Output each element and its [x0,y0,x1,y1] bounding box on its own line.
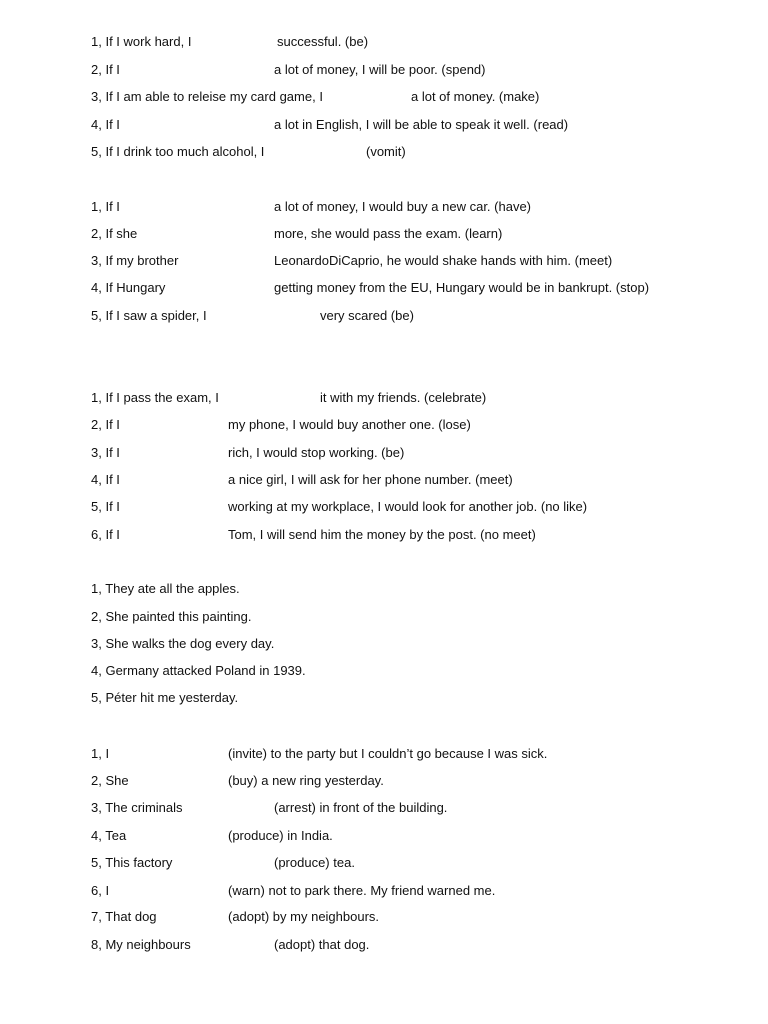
sentence: 1, They ate all the apples. [91,581,240,596]
exercise-line [0,936,768,954]
exercise-line [0,61,768,79]
exercise-line [0,88,768,106]
sentence-end: (invite) to the party but I couldn’t go because I was sick. [228,746,548,761]
sentence-start: 3, If I am able to releise my card game, I [91,89,323,104]
sentence-start: 2, If I [91,417,120,432]
sentence: 3, She walks the dog every day. [91,636,275,651]
sentence-end: it with my friends. (celebrate) [320,390,487,405]
sentence-start: 8, My neighbours [91,937,191,952]
sentence-end: a lot of money. (make) [411,89,540,104]
exercise-line [0,608,768,626]
exercise-line [0,143,768,161]
sentence-end: successful. (be) [277,34,369,49]
sentence-start: 4, If I [91,117,120,132]
sentence: 4, Germany attacked Poland in 1939. [91,663,306,678]
sentence-start: 1, I [91,746,110,761]
sentence-start: 1, If I work hard, I [91,34,192,49]
exercise-line [0,279,768,297]
exercise-line [0,772,768,790]
sentence-start: 1, If I [91,199,120,214]
sentence-end: (arrest) in front of the building. [274,800,448,815]
sentence-end: a lot of money, I would buy a new car. (have) [274,199,532,214]
sentence: 2, She painted this painting. [91,609,252,624]
exercise-line [0,908,768,926]
sentence-start: 5, If I drink too much alcohol, I [91,144,265,159]
exercise-line [0,745,768,763]
sentence-end: (buy) a new ring yesterday. [228,773,384,788]
exercise-line [0,116,768,134]
exercise-line [0,882,768,900]
sentence-start: 3, The criminals [91,800,183,815]
sentence-end: (adopt) that dog. [274,937,370,952]
sentence-end: a lot in English, I will be able to speak it well. (read) [274,117,569,132]
sentence-end: very scared (be) [320,308,414,323]
sentence-end: a nice girl, I will ask for her phone number. (meet) [228,472,513,487]
sentence-end: working at my workplace, I would look for another job. (no like) [228,499,588,514]
exercise-line [0,416,768,434]
sentence-start: 5, If I [91,499,120,514]
sentence-end: (warn) not to park there. My friend warned me. [228,883,496,898]
exercise-line [0,526,768,544]
sentence-start: 3, If my brother [91,253,179,268]
exercise-line [0,662,768,680]
exercise-line [0,498,768,516]
exercise-line [0,827,768,845]
sentence-start: 7, That dog [91,909,157,924]
sentence-start: 4, Tea [91,828,127,843]
sentence-end: Tom, I will send him the money by the post. (no meet) [228,527,536,542]
sentence-end: (vomit) [366,144,406,159]
sentence-start: 4, If I [91,472,120,487]
sentence: 5, Péter hit me yesterday. [91,690,239,705]
sentence-end: my phone, I would buy another one. (lose) [228,417,471,432]
exercise-line [0,33,768,51]
sentence-end: LeonardoDiCaprio, he would shake hands with him. (meet) [274,253,613,268]
exercise-line [0,799,768,817]
exercise-line [0,225,768,243]
exercise-line [0,252,768,270]
sentence-end: (produce) in India. [228,828,333,843]
sentence-start: 5, If I saw a spider, I [91,308,207,323]
exercise-line [0,471,768,489]
sentence-start: 2, She [91,773,129,788]
sentence-end: (produce) tea. [274,855,355,870]
exercise-line [0,198,768,216]
exercise-line [0,307,768,325]
sentence-start: 4, If Hungary [91,280,166,295]
sentence-start: 5, This factory [91,855,173,870]
exercise-line [0,635,768,653]
sentence-end: more, she would pass the exam. (learn) [274,226,503,241]
exercise-line [0,580,768,598]
sentence-start: 6, I [91,883,110,898]
exercise-line [0,854,768,872]
sentence-start: 2, If I [91,62,120,77]
sentence-start: 6, If I [91,527,120,542]
exercise-line [0,444,768,462]
sentence-end: getting money from the EU, Hungary would be in bankrupt. (stop) [274,280,650,295]
sentence-start: 2, If she [91,226,138,241]
exercise-line [0,389,768,407]
sentence-end: (adopt) by my neighbours. [228,909,380,924]
sentence-end: a lot of money, I will be poor. (spend) [274,62,486,77]
sentence-start: 3, If I [91,445,120,460]
exercise-line [0,689,768,707]
sentence-end: rich, I would stop working. (be) [228,445,405,460]
sentence-start: 1, If I pass the exam, I [91,390,219,405]
